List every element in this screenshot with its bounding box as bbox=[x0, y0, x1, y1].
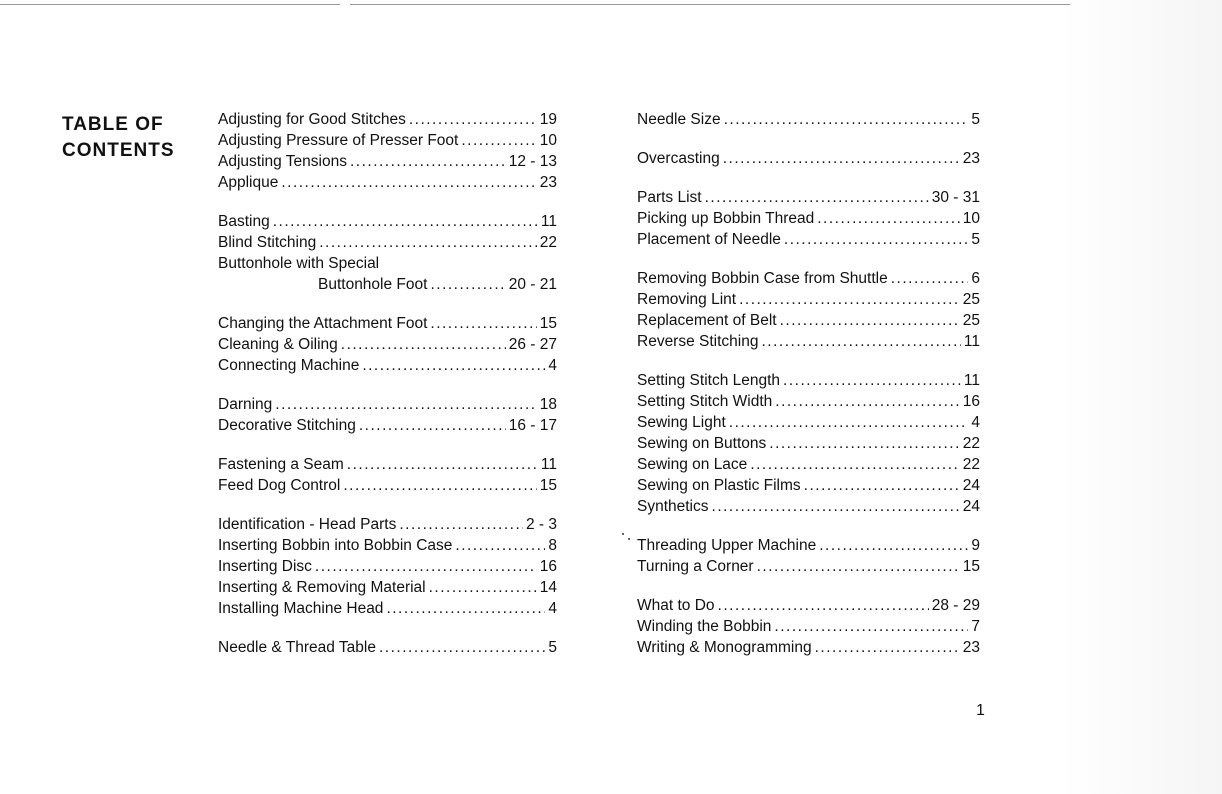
toc-entry bbox=[637, 535, 980, 556]
toc-entry bbox=[637, 148, 980, 169]
toc-entry-page: 11 bbox=[540, 456, 557, 473]
toc-entry bbox=[637, 370, 980, 391]
dot-leader bbox=[430, 313, 536, 334]
group-gap bbox=[637, 130, 980, 148]
dot-leader bbox=[780, 310, 960, 331]
toc-column-left bbox=[218, 109, 557, 658]
group-gap bbox=[218, 619, 557, 637]
toc-entry-title: Parts List bbox=[637, 189, 702, 206]
toc-entry-page: 11 bbox=[963, 333, 980, 350]
group-gap bbox=[637, 169, 980, 187]
dot-leader bbox=[399, 514, 523, 535]
toc-entry-title: Adjusting Pressure of Presser Foot bbox=[218, 132, 459, 149]
toc-entry-page: 16 bbox=[539, 558, 557, 575]
dot-leader bbox=[723, 148, 960, 169]
toc-entry-title: Inserting Disc bbox=[218, 558, 312, 575]
toc-entry-title: Blind Stitching bbox=[218, 234, 317, 251]
toc-entry-title: Sewing on Plastic Films bbox=[637, 477, 801, 494]
toc-entry-title: Buttonhole Foot bbox=[318, 276, 428, 293]
toc-entry-page: 23 bbox=[962, 639, 980, 656]
toc-entry-page: 25 bbox=[962, 291, 980, 308]
toc-entry bbox=[218, 334, 557, 355]
toc-entry-page: 23 bbox=[962, 150, 980, 167]
toc-entry bbox=[637, 208, 980, 229]
toc-entry-title: Adjusting for Good Stitches bbox=[218, 111, 406, 128]
toc-entry-page: 15 bbox=[539, 315, 557, 332]
toc-entry-title: Turning a Corner bbox=[637, 558, 754, 575]
dot-leader bbox=[718, 595, 929, 616]
dot-leader bbox=[362, 355, 545, 376]
top-rule bbox=[0, 4, 340, 5]
toc-entry-title: Fastening a Seam bbox=[218, 456, 344, 473]
toc-entry-title: Sewing on Lace bbox=[637, 456, 748, 473]
dot-leader bbox=[281, 172, 536, 193]
toc-entry bbox=[218, 211, 557, 232]
toc-entry-page: 15 bbox=[962, 558, 980, 575]
toc-entry bbox=[218, 274, 557, 295]
toc-entry-page: 16 bbox=[962, 393, 980, 410]
group-gap bbox=[637, 517, 980, 535]
toc-entry-page: 22 bbox=[962, 435, 980, 452]
toc-entry-title: Threading Upper Machine bbox=[637, 537, 817, 554]
group-gap bbox=[218, 295, 557, 313]
dot-leader bbox=[774, 616, 968, 637]
toc-entry bbox=[637, 595, 980, 616]
page-edge-shadow bbox=[1062, 0, 1222, 794]
dot-leader bbox=[409, 109, 537, 130]
dot-leader bbox=[379, 637, 545, 658]
toc-entry bbox=[218, 598, 557, 619]
toc-column-right bbox=[637, 109, 980, 658]
dot-leader bbox=[757, 556, 960, 577]
dot-leader bbox=[761, 331, 960, 352]
dot-leader bbox=[350, 151, 506, 172]
toc-entry-page: 14 bbox=[539, 579, 557, 596]
toc-entry-title: Cleaning & Oiling bbox=[218, 336, 338, 353]
toc-entry bbox=[218, 253, 557, 274]
scan-speck bbox=[628, 538, 630, 540]
dot-leader bbox=[891, 268, 969, 289]
toc-entry-page: 4 bbox=[971, 414, 980, 431]
toc-entry-title: Needle Size bbox=[637, 111, 721, 128]
toc-entry-page: 22 bbox=[962, 456, 980, 473]
toc-entry bbox=[218, 151, 557, 172]
toc-entry-title: Basting bbox=[218, 213, 270, 230]
toc-entry-title: Changing the Attachment Foot bbox=[218, 315, 428, 332]
toc-entry-page: 23 bbox=[539, 174, 557, 191]
dot-leader bbox=[315, 556, 537, 577]
toc-entry bbox=[218, 355, 557, 376]
toc-entry-page: 25 bbox=[962, 312, 980, 329]
toc-entry-title: Inserting Bobbin into Bobbin Case bbox=[218, 537, 453, 554]
toc-entry-title: Needle & Thread Table bbox=[218, 639, 376, 656]
toc-entry-page: 11 bbox=[540, 213, 557, 230]
toc-entry bbox=[218, 637, 557, 658]
toc-entry bbox=[218, 577, 557, 598]
toc-entry bbox=[637, 616, 980, 637]
toc-entry-page: 4 bbox=[548, 600, 557, 617]
toc-entry bbox=[637, 289, 980, 310]
toc-entry bbox=[637, 391, 980, 412]
dot-leader bbox=[386, 598, 545, 619]
group-gap bbox=[218, 496, 557, 514]
toc-entry bbox=[637, 475, 980, 496]
toc-entry-title: Overcasting bbox=[637, 150, 720, 167]
toc-entry bbox=[637, 268, 980, 289]
toc-entry-title: Applique bbox=[218, 174, 279, 191]
toc-entry-page: 19 bbox=[539, 111, 557, 128]
dot-leader bbox=[347, 454, 538, 475]
toc-entry-page: 2 - 3 bbox=[525, 516, 557, 533]
toc-entry-title: Sewing on Buttons bbox=[637, 435, 767, 452]
dot-leader bbox=[784, 229, 968, 250]
dot-leader bbox=[712, 496, 960, 517]
toc-entry-page: 18 bbox=[539, 396, 557, 413]
toc-entry-title: Removing Lint bbox=[637, 291, 737, 308]
toc-entry-page: 10 bbox=[962, 210, 980, 227]
toc-entry-title: Darning bbox=[218, 396, 273, 413]
toc-entry bbox=[218, 535, 557, 556]
toc-entry-page: 5 bbox=[548, 639, 557, 656]
toc-entry bbox=[637, 637, 980, 658]
dot-leader bbox=[783, 370, 961, 391]
dot-leader bbox=[819, 535, 968, 556]
toc-entry-title: Identification - Head Parts bbox=[218, 516, 397, 533]
toc-entry-page: 24 bbox=[962, 498, 980, 515]
dot-leader bbox=[359, 415, 506, 436]
toc-entry-title: Picking up Bobbin Thread bbox=[637, 210, 815, 227]
toc-entry-page: 6 bbox=[971, 270, 980, 287]
toc-entry-title: Feed Dog Control bbox=[218, 477, 341, 494]
toc-entry bbox=[218, 514, 557, 535]
group-gap bbox=[637, 577, 980, 595]
toc-entry bbox=[218, 232, 557, 253]
toc-entry bbox=[218, 394, 557, 415]
toc-entry-page: 22 bbox=[539, 234, 557, 251]
toc-heading-line2: CONTENTS bbox=[62, 140, 175, 161]
top-rule bbox=[350, 4, 1070, 5]
dot-leader bbox=[461, 130, 536, 151]
dot-leader bbox=[319, 232, 537, 253]
toc-entry bbox=[218, 556, 557, 577]
toc-entry-page: 7 bbox=[971, 618, 980, 635]
toc-entry bbox=[218, 313, 557, 334]
dot-leader bbox=[430, 274, 505, 295]
toc-entry bbox=[218, 454, 557, 475]
dot-leader bbox=[275, 394, 536, 415]
dot-leader bbox=[804, 475, 960, 496]
dot-leader bbox=[343, 475, 536, 496]
dot-leader bbox=[775, 391, 959, 412]
toc-entry bbox=[637, 454, 980, 475]
toc-entry bbox=[637, 187, 980, 208]
toc-entry-page: 26 - 27 bbox=[508, 336, 557, 353]
toc-entry-page: 5 bbox=[971, 111, 980, 128]
dot-leader bbox=[817, 208, 960, 229]
dot-leader bbox=[341, 334, 506, 355]
toc-entry-page: 28 - 29 bbox=[931, 597, 980, 614]
dot-leader bbox=[429, 577, 537, 598]
dot-leader bbox=[750, 454, 959, 475]
toc-entry-page: 24 bbox=[962, 477, 980, 494]
group-gap bbox=[218, 436, 557, 454]
toc-entry bbox=[637, 433, 980, 454]
dot-leader bbox=[769, 433, 959, 454]
toc-entry-title: Placement of Needle bbox=[637, 231, 781, 248]
toc-entry-title: Inserting & Removing Material bbox=[218, 579, 426, 596]
toc-entry-title: Winding the Bobbin bbox=[637, 618, 772, 635]
page-number: 1 bbox=[976, 702, 985, 719]
dot-leader bbox=[724, 109, 969, 130]
toc-entry-title: Adjusting Tensions bbox=[218, 153, 347, 170]
toc-entry bbox=[637, 229, 980, 250]
dot-leader bbox=[729, 412, 969, 433]
toc-entry-title: Writing & Monogramming bbox=[637, 639, 812, 656]
toc-entry bbox=[637, 496, 980, 517]
toc-entry-title: Reverse Stitching bbox=[637, 333, 759, 350]
toc-entry bbox=[218, 130, 557, 151]
dot-leader bbox=[815, 637, 960, 658]
toc-entry-page: 16 - 17 bbox=[508, 417, 557, 434]
toc-entry-title: Buttonhole with Special bbox=[218, 255, 380, 272]
toc-entry-title: What to Do bbox=[637, 597, 715, 614]
toc-entry-page: 30 - 31 bbox=[931, 189, 980, 206]
toc-entry-title: Connecting Machine bbox=[218, 357, 360, 374]
toc-entry-title: Removing Bobbin Case from Shuttle bbox=[637, 270, 888, 287]
scan-speck bbox=[622, 533, 624, 535]
toc-entry bbox=[637, 109, 980, 130]
toc-entry-page: 10 bbox=[539, 132, 557, 149]
group-gap bbox=[637, 250, 980, 268]
toc-entry-title: Decorative Stitching bbox=[218, 417, 356, 434]
toc-entry-page: 9 bbox=[971, 537, 980, 554]
toc-entry-title: Installing Machine Head bbox=[218, 600, 384, 617]
toc-entry-page: 4 bbox=[548, 357, 557, 374]
toc-entry bbox=[218, 109, 557, 130]
toc-entry bbox=[637, 331, 980, 352]
toc-entry bbox=[637, 556, 980, 577]
toc-entry bbox=[218, 172, 557, 193]
toc-entry-title: Setting Stitch Width bbox=[637, 393, 773, 410]
toc-heading bbox=[62, 112, 175, 164]
toc-entry-page: 11 bbox=[963, 372, 980, 389]
toc-entry-title: Synthetics bbox=[637, 498, 709, 515]
dot-leader bbox=[739, 289, 960, 310]
toc-entry-title: Setting Stitch Length bbox=[637, 372, 781, 389]
dot-leader bbox=[273, 211, 538, 232]
toc-entry-title: Sewing Light bbox=[637, 414, 726, 431]
toc-entry bbox=[218, 415, 557, 436]
toc-heading-line1: TABLE OF bbox=[62, 114, 164, 135]
group-gap bbox=[218, 376, 557, 394]
toc-entry-page: 5 bbox=[971, 231, 980, 248]
group-gap bbox=[218, 193, 557, 211]
toc-entry bbox=[218, 475, 557, 496]
toc-entry-page: 8 bbox=[548, 537, 557, 554]
toc-entry bbox=[637, 412, 980, 433]
group-gap bbox=[637, 352, 980, 370]
toc-entry bbox=[637, 310, 980, 331]
dot-leader bbox=[705, 187, 929, 208]
toc-entry-title: Replacement of Belt bbox=[637, 312, 777, 329]
toc-entry-page: 12 - 13 bbox=[508, 153, 557, 170]
toc-entry-page: 20 - 21 bbox=[508, 276, 557, 293]
dot-leader bbox=[455, 535, 545, 556]
toc-entry-page: 15 bbox=[539, 477, 557, 494]
